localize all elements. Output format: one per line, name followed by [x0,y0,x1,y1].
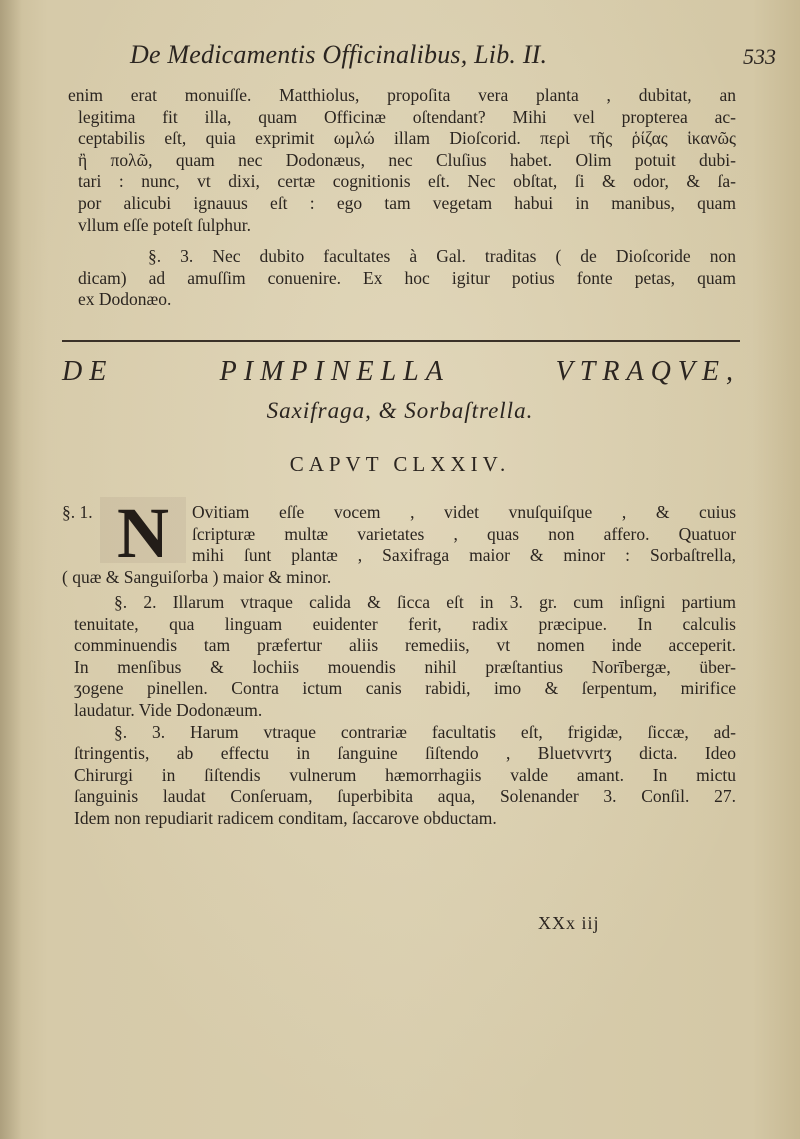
dropcap-n [100,497,186,563]
text-line: ſtringentis, ab effectu in ſanguine ſiſtendo , Bluetvvrtʒ dicta. Ideo [74,743,736,764]
text-line: ʒogene pinellen. Contra ictum canis rabidi, imo & ſerpentum, mirifice [74,678,736,699]
section-mark: §. 1. [62,502,93,522]
text-line: §. 2. Illarum vtraque calida & ſicca eſt in 3. gr. cum inſigni partium [114,592,736,612]
text-line: Idem non repudiarit radicem conditam, ſaccarove obductam. [74,807,497,828]
text-line: dicam) ad amuſſim conuenire. Ex hoc igitur potius fonte petas, quam [78,267,736,288]
text-line: laudatur. Vide Dodonæum. [74,699,263,720]
text-line: Chirurgi in ſiſtendis vulnerum hæmorrhagiis valde amant. In mictu [74,764,736,785]
chapter-title: DE PIMPINELLA VTRAQVE, [62,356,740,387]
section-1-paragraph [192,502,736,567]
dropcap-letter: N [117,497,169,563]
text-line: comminuendis tam præfertur aliis remediis, vt nomen inde acceperit. [74,635,736,656]
body-paragraphs [68,592,736,830]
text-line: por alicubi ignauus eſt : ego tam vegetam habui in manibus, quam [78,192,736,213]
text-line: ex Dodonæo. [78,289,172,310]
text-line: ſcripturæ multæ varietates , quas non affero. Quatuor [192,523,736,544]
text-line: ἢ πολῶ, quam nec Dodonæus, nec Cluſius habet. Olim potuit dubi- [78,149,736,170]
section-3-intro [78,246,736,311]
text-line: mihi ſunt plantæ , Saxifraga maior & minor : Sorbaſtrella, [192,545,736,566]
text-line: Ovitiam eſſe vocem , videt vnuſquiſque , & cuius [192,502,736,522]
text-line: ceptabilis eſt, quia exprimit ωμλώ illam Dioſcorid. περὶ τῆς ῥίζας ἱκανῶς [78,128,736,149]
text-line: ( quæ & Sanguiſorba ) maior & minor. [62,567,332,587]
text-line: enim erat monuiſſe. Matthiolus, propoſita vera planta , dubitat, an [68,85,736,105]
text-line: vllum eſſe poteſt ſulphur. [78,214,252,235]
chapter-number: CAPVT CLXXIV. [289,452,511,476]
text-line: tari : nunc, vt dixi, certæ cognitionis eſt. Nec obſtat, ſi & odor, & ſa- [78,171,736,192]
page-number: 533 [743,44,776,69]
text-line: §. 3. Harum vtraque contrariæ facultatis eſt, frigidæ, ſiccæ, ad- [114,721,736,742]
text-line: §. 3. Nec dubito facultates à Gal. traditas ( de Dioſcoride non [148,246,736,266]
chapter-subtitle: Saxifraga, & Sorbaſtrella. [266,398,534,423]
text-line: ſanguinis laudat Conſeruam, ſuperbibita aqua, Solenander 3. Conſil. 27. [74,786,736,807]
running-head: De Medicamentis Officinalibus, Lib. II. [130,40,548,69]
section-1-tail [62,567,736,589]
divider-rule [62,340,740,342]
spine-shadow [0,0,22,1139]
text-line: legitima fit illa, quam Officinæ oſtendant? Mihi vel propterea ac- [78,106,736,127]
text-line: In menſibus & lochiis mouendis nihil præſtantius Norībergæ, über- [74,656,736,677]
signature-mark: XXx iij [538,913,600,933]
text-line: tenuitate, qua linguam euidenter ferit, radix præcipue. In calculis [74,613,736,634]
intro-paragraph [68,85,736,236]
